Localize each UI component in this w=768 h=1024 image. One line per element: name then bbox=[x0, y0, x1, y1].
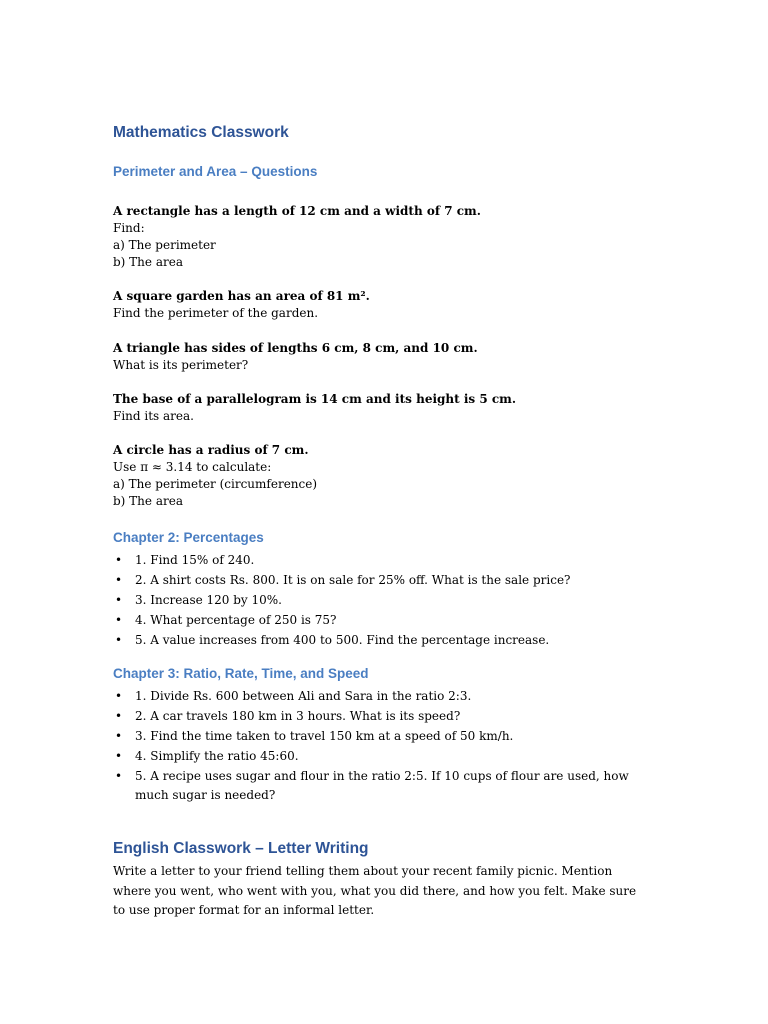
bullet-icon: • bbox=[115, 709, 123, 723]
question-1 bbox=[113, 203, 481, 271]
list-item: • 3. Increase 120 by 10%. bbox=[113, 591, 570, 610]
question-line: Use π ≈ 3.14 to calculate: bbox=[113, 460, 272, 474]
bullet-icon: • bbox=[115, 689, 123, 703]
question-2 bbox=[113, 288, 370, 322]
list-item: • 1. Find 15% of 240. bbox=[113, 551, 570, 570]
bullet-icon: • bbox=[115, 613, 123, 627]
chapter-3-list bbox=[113, 687, 655, 806]
list-item: • 4. What percentage of 250 is 75? bbox=[113, 611, 570, 630]
question-line: b) The area bbox=[113, 494, 183, 508]
list-item: • 2. A car travels 180 km in 3 hours. What is its speed? bbox=[113, 707, 655, 726]
question-stem: A triangle has sides of lengths 6 cm, 8 cm, and 10 cm. bbox=[113, 341, 478, 355]
bullet-icon: • bbox=[115, 749, 123, 763]
bullet-icon: • bbox=[115, 769, 123, 783]
question-3 bbox=[113, 340, 478, 374]
chapter-3-heading: Chapter 3: Ratio, Rate, Time, and Speed bbox=[113, 666, 369, 681]
question-line: Find the perimeter of the garden. bbox=[113, 306, 319, 320]
list-item: • 5. A recipe uses sugar and flour in the ratio 2:5. If 10 cups of flour are used, how much sugar is needed? bbox=[115, 769, 629, 802]
page-title: Mathematics Classwork bbox=[113, 124, 289, 141]
question-line: Find: bbox=[113, 221, 145, 235]
list-item: • 1. Divide Rs. 600 between Ali and Sara in the ratio 2:3. bbox=[113, 687, 655, 706]
bullet-icon: • bbox=[115, 593, 123, 607]
bullet-icon: • bbox=[115, 633, 123, 647]
list-item: • 5. A value increases from 400 to 500. Find the percentage increase. bbox=[113, 631, 570, 650]
question-stem: A rectangle has a length of 12 cm and a width of 7 cm. bbox=[113, 204, 481, 218]
question-stem: A circle has a radius of 7 cm. bbox=[113, 443, 309, 457]
question-line: What is its perimeter? bbox=[113, 358, 249, 372]
english-heading: English Classwork – Letter Writing bbox=[113, 840, 369, 857]
question-stem: The base of a parallelogram is 14 cm and its height is 5 cm. bbox=[113, 392, 517, 406]
question-line: Find its area. bbox=[113, 409, 194, 423]
bullet-icon: • bbox=[115, 729, 123, 743]
chapter-2-heading: Chapter 2: Percentages bbox=[113, 530, 264, 545]
list-item: • 4. Simplify the ratio 45:60. bbox=[113, 747, 655, 766]
question-stem: A square garden has an area of 81 m². bbox=[113, 289, 370, 303]
question-line: a) The perimeter bbox=[113, 238, 216, 252]
list-item: • 3. Find the time taken to travel 150 km at a speed of 50 km/h. bbox=[113, 727, 655, 746]
english-instructions: Write a letter to your friend telling them about your recent family picnic. Mention where you went, who went with you, what you did there, and how you felt. Make sure to use proper format for an informal letter. bbox=[113, 864, 637, 917]
question-5 bbox=[113, 442, 317, 510]
bullet-icon: • bbox=[115, 553, 123, 567]
section-heading-perimeter-area: Perimeter and Area – Questions bbox=[113, 164, 318, 179]
chapter-2-list bbox=[113, 551, 570, 651]
question-line: b) The area bbox=[113, 255, 183, 269]
list-item: • 2. A shirt costs Rs. 800. It is on sale for 25% off. What is the sale price? bbox=[113, 571, 570, 590]
bullet-icon: • bbox=[115, 573, 123, 587]
question-line: a) The perimeter (circumference) bbox=[113, 477, 318, 491]
question-4 bbox=[113, 391, 516, 425]
